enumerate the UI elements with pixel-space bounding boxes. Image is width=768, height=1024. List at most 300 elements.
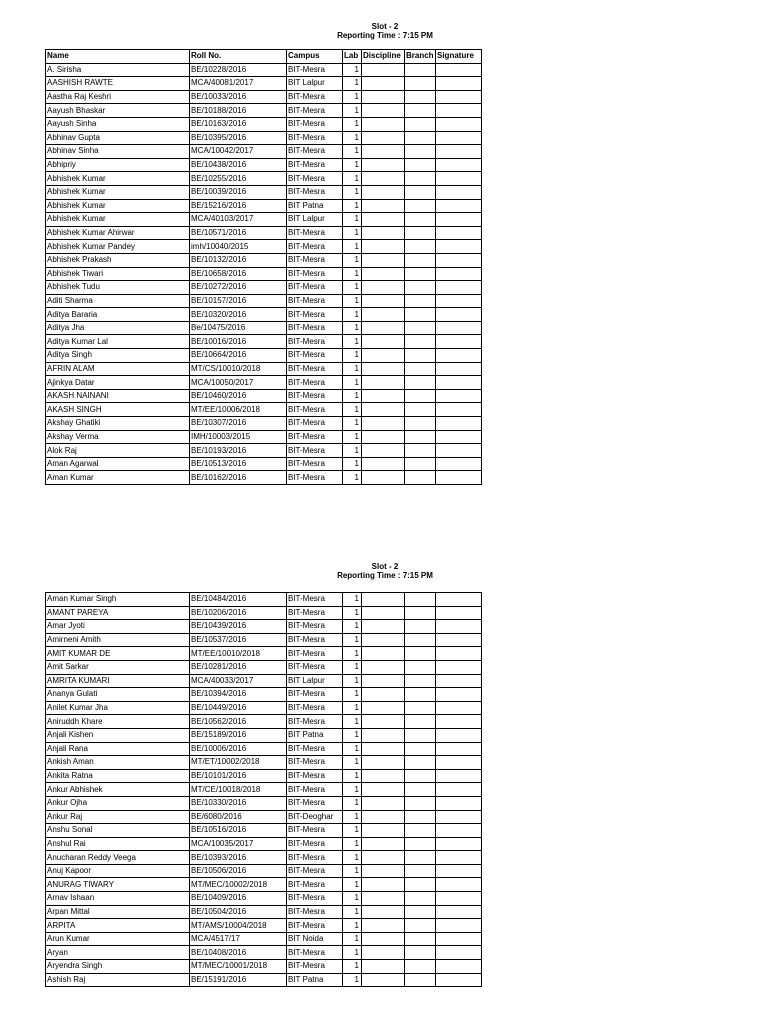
cell-signature — [436, 769, 482, 783]
cell-lab: 1 — [343, 240, 362, 254]
cell-branch — [405, 199, 436, 213]
cell-roll-no: MT/EE/10006/2018 — [190, 403, 287, 417]
cell-discipline — [362, 824, 405, 838]
cell-signature — [436, 158, 482, 172]
cell-name: Ankur Abhishek — [46, 783, 190, 797]
cell-lab: 1 — [343, 145, 362, 159]
cell-lab: 1 — [343, 973, 362, 987]
cell-signature — [436, 240, 482, 254]
cell-signature — [436, 905, 482, 919]
cell-name: Aditya Singh — [46, 349, 190, 363]
cell-campus: BIT-Mesra — [287, 769, 343, 783]
cell-lab: 1 — [343, 226, 362, 240]
cell-signature — [436, 199, 482, 213]
cell-signature — [436, 457, 482, 471]
cell-roll-no: MCA/4517/17 — [190, 932, 287, 946]
cell-lab: 1 — [343, 688, 362, 702]
cell-discipline — [362, 185, 405, 199]
cell-lab: 1 — [343, 403, 362, 417]
table-row — [46, 294, 482, 308]
cell-branch — [405, 389, 436, 403]
cell-name: Ankish Aman — [46, 756, 190, 770]
cell-lab: 1 — [343, 878, 362, 892]
cell-discipline — [362, 253, 405, 267]
cell-roll-no: BE/10016/2016 — [190, 335, 287, 349]
cell-campus: BIT-Mesra — [287, 783, 343, 797]
cell-roll-no: MCA/10050/2017 — [190, 376, 287, 390]
table-row — [46, 267, 482, 281]
cell-branch — [405, 362, 436, 376]
cell-lab: 1 — [343, 444, 362, 458]
cell-signature — [436, 226, 482, 240]
table-row — [46, 240, 482, 254]
cell-signature — [436, 674, 482, 688]
table-row — [46, 131, 482, 145]
cell-roll-no: BE/10330/2016 — [190, 796, 287, 810]
cell-name: Abhishek Kumar — [46, 185, 190, 199]
cell-branch — [405, 321, 436, 335]
cell-signature — [436, 606, 482, 620]
table-row — [46, 376, 482, 390]
cell-signature — [436, 403, 482, 417]
cell-discipline — [362, 715, 405, 729]
cell-branch — [405, 294, 436, 308]
cell-branch — [405, 240, 436, 254]
cell-roll-no: MT/MEC/10001/2018 — [190, 960, 287, 974]
cell-name: AKASH NAINANI — [46, 389, 190, 403]
cell-discipline — [362, 362, 405, 376]
cell-name: Abhishek Tudu — [46, 281, 190, 295]
cell-signature — [436, 756, 482, 770]
table-row — [46, 769, 482, 783]
table-row — [46, 905, 482, 919]
cell-campus: BIT-Mesra — [287, 376, 343, 390]
cell-roll-no: IMH/10003/2015 — [190, 430, 287, 444]
cell-lab: 1 — [343, 905, 362, 919]
table-row — [46, 593, 482, 607]
cell-discipline — [362, 131, 405, 145]
cell-name: Anilet Kumar Jha — [46, 701, 190, 715]
cell-discipline — [362, 77, 405, 91]
cell-campus: BIT-Mesra — [287, 878, 343, 892]
cell-signature — [436, 77, 482, 91]
cell-discipline — [362, 158, 405, 172]
cell-lab: 1 — [343, 389, 362, 403]
cell-discipline — [362, 633, 405, 647]
cell-lab: 1 — [343, 919, 362, 933]
cell-campus: BIT-Mesra — [287, 688, 343, 702]
cell-name: Abhinav Sinha — [46, 145, 190, 159]
cell-signature — [436, 892, 482, 906]
cell-roll-no: BE/15216/2016 — [190, 199, 287, 213]
cell-campus: BIT Noida — [287, 932, 343, 946]
cell-discipline — [362, 688, 405, 702]
cell-name: Anjali Rana — [46, 742, 190, 756]
cell-campus: BIT-Mesra — [287, 145, 343, 159]
cell-signature — [436, 253, 482, 267]
cell-campus: BIT-Mesra — [287, 905, 343, 919]
cell-signature — [436, 104, 482, 118]
cell-lab: 1 — [343, 892, 362, 906]
cell-branch — [405, 90, 436, 104]
cell-branch — [405, 892, 436, 906]
cell-discipline — [362, 349, 405, 363]
table-row — [46, 253, 482, 267]
cell-discipline — [362, 226, 405, 240]
table-row — [46, 919, 482, 933]
cell-roll-no: BE/15191/2016 — [190, 973, 287, 987]
cell-signature — [436, 620, 482, 634]
cell-campus: BIT-Mesra — [287, 417, 343, 431]
cell-campus: BIT-Mesra — [287, 715, 343, 729]
cell-roll-no: BE/10408/2016 — [190, 946, 287, 960]
cell-lab: 1 — [343, 864, 362, 878]
cell-branch — [405, 701, 436, 715]
cell-signature — [436, 281, 482, 295]
cell-name: ANURAG TIWARY — [46, 878, 190, 892]
cell-signature — [436, 267, 482, 281]
cell-branch — [405, 158, 436, 172]
cell-lab: 1 — [343, 769, 362, 783]
cell-discipline — [362, 267, 405, 281]
cell-name: Abhishek Kumar — [46, 213, 190, 227]
cell-discipline — [362, 892, 405, 906]
cell-signature — [436, 824, 482, 838]
cell-signature — [436, 376, 482, 390]
cell-campus: BIT-Mesra — [287, 457, 343, 471]
cell-branch — [405, 851, 436, 865]
cell-discipline — [362, 240, 405, 254]
cell-roll-no: BE/6080/2016 — [190, 810, 287, 824]
cell-branch — [405, 349, 436, 363]
table-row — [46, 63, 482, 77]
cell-branch — [405, 104, 436, 118]
cell-discipline — [362, 973, 405, 987]
cell-signature — [436, 688, 482, 702]
cell-branch — [405, 77, 436, 91]
cell-branch — [405, 756, 436, 770]
cell-lab: 1 — [343, 185, 362, 199]
cell-name: Aditya Jha — [46, 321, 190, 335]
cell-discipline — [362, 701, 405, 715]
cell-discipline — [362, 783, 405, 797]
cell-branch — [405, 742, 436, 756]
cell-branch — [405, 715, 436, 729]
table-row — [46, 77, 482, 91]
cell-campus: BIT Lalpur — [287, 77, 343, 91]
cell-signature — [436, 715, 482, 729]
cell-name: Aryendra Singh — [46, 960, 190, 974]
cell-name: AASHISH RAWTE — [46, 77, 190, 91]
cell-lab: 1 — [343, 199, 362, 213]
table-row — [46, 660, 482, 674]
cell-discipline — [362, 294, 405, 308]
cell-branch — [405, 783, 436, 797]
cell-name: Ankita Ratna — [46, 769, 190, 783]
cell-lab: 1 — [343, 77, 362, 91]
cell-branch — [405, 919, 436, 933]
table-row — [46, 783, 482, 797]
column-header-discipline: Discipline — [362, 50, 405, 64]
cell-roll-no: imh/10040/2015 — [190, 240, 287, 254]
cell-name: Abhishek Kumar — [46, 172, 190, 186]
cell-branch — [405, 593, 436, 607]
cell-lab: 1 — [343, 810, 362, 824]
cell-roll-no: BE/10033/2016 — [190, 90, 287, 104]
cell-roll-no: BE/10228/2016 — [190, 63, 287, 77]
table-row — [46, 892, 482, 906]
cell-branch — [405, 660, 436, 674]
table-row — [46, 471, 482, 485]
cell-branch — [405, 837, 436, 851]
cell-lab: 1 — [343, 796, 362, 810]
cell-campus: BIT-Mesra — [287, 172, 343, 186]
cell-branch — [405, 606, 436, 620]
cell-signature — [436, 362, 482, 376]
cell-roll-no: BE/10307/2016 — [190, 417, 287, 431]
cell-name: Aayush Sinha — [46, 117, 190, 131]
cell-name: AMIT KUMAR DE — [46, 647, 190, 661]
cell-roll-no: BE/10039/2016 — [190, 185, 287, 199]
table-row — [46, 362, 482, 376]
table-row — [46, 620, 482, 634]
cell-name: Ajinkya Datar — [46, 376, 190, 390]
cell-roll-no: MT/CE/10018/2018 — [190, 783, 287, 797]
cell-signature — [436, 185, 482, 199]
cell-name: Arpan Mittal — [46, 905, 190, 919]
cell-signature — [436, 294, 482, 308]
cell-lab: 1 — [343, 362, 362, 376]
cell-branch — [405, 172, 436, 186]
table-row — [46, 960, 482, 974]
cell-branch — [405, 769, 436, 783]
table-row — [46, 742, 482, 756]
cell-roll-no: MCA/40081/2017 — [190, 77, 287, 91]
table-row — [46, 728, 482, 742]
cell-roll-no: BE/10484/2016 — [190, 593, 287, 607]
cell-campus: BIT-Mesra — [287, 335, 343, 349]
cell-lab: 1 — [343, 335, 362, 349]
attendance-table-2 — [45, 592, 482, 987]
cell-roll-no: MCA/40033/2017 — [190, 674, 287, 688]
cell-roll-no: MCA/10042/2017 — [190, 145, 287, 159]
cell-lab: 1 — [343, 104, 362, 118]
cell-signature — [436, 213, 482, 227]
cell-name: Aman Kumar — [46, 471, 190, 485]
table-row — [46, 104, 482, 118]
reporting-time-heading: Reporting Time : 7:15 PM — [337, 31, 433, 40]
cell-discipline — [362, 756, 405, 770]
cell-branch — [405, 905, 436, 919]
cell-signature — [436, 946, 482, 960]
table-row — [46, 213, 482, 227]
cell-lab: 1 — [343, 471, 362, 485]
column-header-roll-no: Roll No. — [190, 50, 287, 64]
cell-name: Anshu Sonal — [46, 824, 190, 838]
cell-campus: BIT-Mesra — [287, 131, 343, 145]
cell-roll-no: BE/10513/2016 — [190, 457, 287, 471]
reporting-time-heading: Reporting Time : 7:15 PM — [337, 571, 433, 580]
cell-name: AMRITA KUMARI — [46, 674, 190, 688]
cell-branch — [405, 63, 436, 77]
cell-campus: BIT-Mesra — [287, 403, 343, 417]
cell-name: Aayush Bhaskar — [46, 104, 190, 118]
table-row — [46, 796, 482, 810]
cell-discipline — [362, 796, 405, 810]
cell-campus: BIT-Mesra — [287, 960, 343, 974]
cell-discipline — [362, 932, 405, 946]
cell-signature — [436, 308, 482, 322]
cell-roll-no: BE/10157/2016 — [190, 294, 287, 308]
cell-lab: 1 — [343, 349, 362, 363]
cell-campus: BIT-Mesra — [287, 756, 343, 770]
table-row — [46, 688, 482, 702]
cell-campus: BIT Patna — [287, 973, 343, 987]
cell-branch — [405, 308, 436, 322]
cell-campus: BIT-Mesra — [287, 104, 343, 118]
cell-name: Abhishek Kumar Pandey — [46, 240, 190, 254]
cell-branch — [405, 864, 436, 878]
cell-discipline — [362, 647, 405, 661]
cell-signature — [436, 647, 482, 661]
cell-lab: 1 — [343, 824, 362, 838]
cell-roll-no: BE/10516/2016 — [190, 824, 287, 838]
cell-campus: BIT-Mesra — [287, 660, 343, 674]
table-row — [46, 199, 482, 213]
cell-lab: 1 — [343, 960, 362, 974]
cell-discipline — [362, 742, 405, 756]
cell-campus: BIT-Mesra — [287, 389, 343, 403]
cell-branch — [405, 185, 436, 199]
cell-campus: BIT-Mesra — [287, 63, 343, 77]
cell-branch — [405, 810, 436, 824]
cell-branch — [405, 728, 436, 742]
cell-discipline — [362, 335, 405, 349]
slot-heading: Slot - 2 — [371, 562, 399, 571]
table-row — [46, 430, 482, 444]
cell-roll-no: MT/ET/10002/2018 — [190, 756, 287, 770]
table-row — [46, 824, 482, 838]
cell-signature — [436, 145, 482, 159]
cell-campus: BIT-Mesra — [287, 946, 343, 960]
table-row — [46, 281, 482, 295]
cell-discipline — [362, 321, 405, 335]
cell-branch — [405, 647, 436, 661]
cell-discipline — [362, 810, 405, 824]
table-row — [46, 633, 482, 647]
cell-discipline — [362, 376, 405, 390]
cell-signature — [436, 783, 482, 797]
cell-lab: 1 — [343, 376, 362, 390]
cell-roll-no: BE/10537/2016 — [190, 633, 287, 647]
column-header-name: Name — [46, 50, 190, 64]
cell-roll-no: MCA/10035/2017 — [190, 837, 287, 851]
cell-lab: 1 — [343, 253, 362, 267]
attendance-table-1 — [45, 49, 482, 485]
cell-signature — [436, 960, 482, 974]
cell-branch — [405, 403, 436, 417]
cell-name: Aman Kumar Singh — [46, 593, 190, 607]
cell-name: Anshul Rai — [46, 837, 190, 851]
cell-discipline — [362, 117, 405, 131]
cell-branch — [405, 620, 436, 634]
cell-campus: BIT-Mesra — [287, 362, 343, 376]
cell-discipline — [362, 281, 405, 295]
table-row — [46, 946, 482, 960]
cell-lab: 1 — [343, 267, 362, 281]
column-header-campus: Campus — [287, 50, 343, 64]
cell-branch — [405, 145, 436, 159]
cell-discipline — [362, 172, 405, 186]
cell-name: Amar Jyoti — [46, 620, 190, 634]
cell-lab: 1 — [343, 131, 362, 145]
cell-discipline — [362, 199, 405, 213]
cell-lab: 1 — [343, 593, 362, 607]
column-header-signature: Signature — [436, 50, 482, 64]
cell-branch — [405, 796, 436, 810]
cell-roll-no: BE/10188/2016 — [190, 104, 287, 118]
cell-name: Aditya Bararia — [46, 308, 190, 322]
cell-roll-no: BE/10132/2016 — [190, 253, 287, 267]
cell-roll-no: BE/10006/2016 — [190, 742, 287, 756]
cell-signature — [436, 973, 482, 987]
cell-campus: BIT Patna — [287, 199, 343, 213]
column-header-branch: Branch — [405, 50, 436, 64]
cell-discipline — [362, 660, 405, 674]
table-row — [46, 389, 482, 403]
cell-roll-no: BE/10163/2016 — [190, 117, 287, 131]
cell-discipline — [362, 63, 405, 77]
cell-branch — [405, 430, 436, 444]
cell-campus: BIT-Mesra — [287, 444, 343, 458]
cell-name: Aastha Raj Keshri — [46, 90, 190, 104]
cell-branch — [405, 335, 436, 349]
cell-lab: 1 — [343, 946, 362, 960]
cell-lab: 1 — [343, 294, 362, 308]
table-row — [46, 878, 482, 892]
cell-roll-no: BE/10395/2016 — [190, 131, 287, 145]
cell-branch — [405, 281, 436, 295]
cell-campus: BIT-Mesra — [287, 633, 343, 647]
cell-signature — [436, 172, 482, 186]
cell-roll-no: BE/10206/2016 — [190, 606, 287, 620]
cell-signature — [436, 117, 482, 131]
cell-lab: 1 — [343, 620, 362, 634]
cell-roll-no: MT/AMS/10004/2018 — [190, 919, 287, 933]
cell-lab: 1 — [343, 321, 362, 335]
cell-signature — [436, 63, 482, 77]
cell-campus: BIT Lalpur — [287, 213, 343, 227]
cell-campus: BIT-Mesra — [287, 349, 343, 363]
cell-discipline — [362, 471, 405, 485]
cell-branch — [405, 946, 436, 960]
cell-discipline — [362, 620, 405, 634]
cell-discipline — [362, 837, 405, 851]
cell-discipline — [362, 457, 405, 471]
cell-discipline — [362, 213, 405, 227]
cell-name: Akshay Ghatiki — [46, 417, 190, 431]
cell-discipline — [362, 430, 405, 444]
table-row — [46, 308, 482, 322]
cell-campus: BIT-Mesra — [287, 851, 343, 865]
cell-signature — [436, 919, 482, 933]
cell-branch — [405, 824, 436, 838]
cell-name: ARPITA — [46, 919, 190, 933]
cell-roll-no: BE/10162/2016 — [190, 471, 287, 485]
cell-lab: 1 — [343, 701, 362, 715]
cell-campus: BIT-Mesra — [287, 620, 343, 634]
cell-name: AMANT PAREYA — [46, 606, 190, 620]
